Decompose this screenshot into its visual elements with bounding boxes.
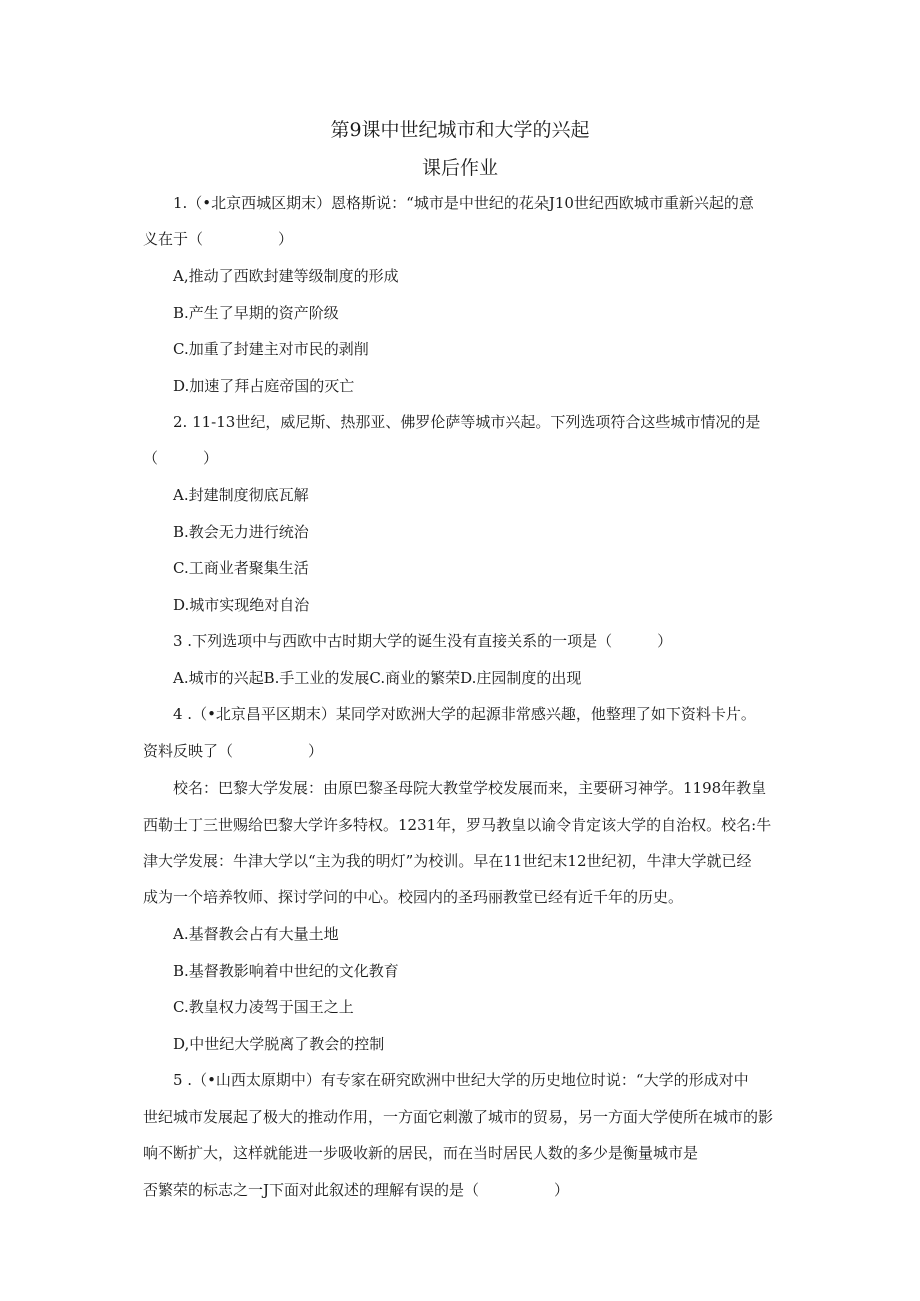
question-1-option-d: D.加速了拜占庭帝国的灭亡 bbox=[173, 377, 355, 395]
question-2-option-b: B.教会无力进行统治 bbox=[173, 523, 309, 541]
question-4-option-b: B.基督教影响着中世纪的文化教育 bbox=[173, 962, 399, 980]
question-2-stem-cont: （ ） bbox=[143, 449, 219, 467]
question-4-stem-cont: 资料反映了（ ） bbox=[143, 742, 324, 760]
question-3-options: A.城市的兴起B.手工业的发展C.商业的繁荣D.庄园制度的出现 bbox=[173, 669, 582, 687]
question-4-material-line: 西勒士丁三世赐给巴黎大学许多特权。1231年，罗马教皇以谕令肯定该大学的自治权。校名:牛 bbox=[143, 816, 772, 834]
question-2-option-d: D.城市实现绝对自治 bbox=[173, 596, 310, 614]
question-5-stem-cont: 世纪城市发展起了极大的推动作用，一方面它刺激了城市的贸易，另一方面大学使所在城市的影 bbox=[143, 1108, 774, 1126]
page-title: 第9课中世纪城市和大学的兴起 bbox=[330, 119, 590, 141]
question-1-stem: 1.（•北京西城区期末）恩格斯说：“城市是中世纪的花朵J10世纪西欧城市重新兴起的意 bbox=[173, 194, 754, 212]
question-4-option-d: D,中世纪大学脱离了教会的控制 bbox=[173, 1035, 385, 1053]
page-subtitle: 课后作业 bbox=[421, 157, 498, 179]
question-4-material-line: 校名：巴黎大学发展：由原巴黎圣母院大教堂学校发展而来，主要研习神学。1198年教皇 bbox=[173, 779, 767, 797]
question-4-stem: 4 .（•北京昌平区期末）某同学对欧洲大学的起源非常感兴趣，他整理了如下资料卡片。 bbox=[173, 705, 756, 723]
question-3-stem: 3 .下列选项中与西欧中古时期大学的诞生没有直接关系的一项是（ ） bbox=[173, 632, 673, 650]
question-1-option-a: A,推动了西欧封建等级制度的形成 bbox=[173, 267, 399, 285]
question-2-stem: 2. 11-13世纪，威尼斯、热那亚、佛罗伦萨等城市兴起。下列选项符合这些城市情况的是 bbox=[173, 413, 761, 431]
question-1-option-c: C.加重了封建主对市民的剥削 bbox=[173, 340, 369, 358]
question-4-option-a: A.基督教会占有大量土地 bbox=[173, 925, 339, 943]
question-4-material-line: 成为一个培养牧师、探讨学问的中心。校园内的圣玛丽教堂已经有近千年的历史。 bbox=[143, 888, 684, 906]
question-5-stem-cont: 否繁荣的标志之一J下面对此叙述的理解有误的是（ ） bbox=[143, 1181, 570, 1199]
question-4-material-line: 津大学发展：牛津大学以“主为我的明灯”为校训。早在11世纪末12世纪初，牛津大学就已经 bbox=[143, 852, 752, 870]
question-5-stem-cont: 响不断扩大，这样就能进一步吸收新的居民，而在当时居民人数的多少是衡量城市是 bbox=[143, 1144, 699, 1162]
question-1-option-b: B.产生了早期的资产阶级 bbox=[173, 304, 339, 322]
question-2-option-a: A.封建制度彻底瓦解 bbox=[173, 486, 309, 504]
question-2-option-c: C.工商业者聚集生活 bbox=[173, 559, 309, 577]
question-4-option-c: C.教皇权力凌驾于国王之上 bbox=[173, 998, 354, 1016]
question-5-stem: 5 .（•山西太原期中）有专家在研究欧洲中世纪大学的历史地位时说：“大学的形成对中 bbox=[173, 1071, 749, 1089]
question-1-stem-cont: 义在于（ ） bbox=[143, 230, 294, 248]
